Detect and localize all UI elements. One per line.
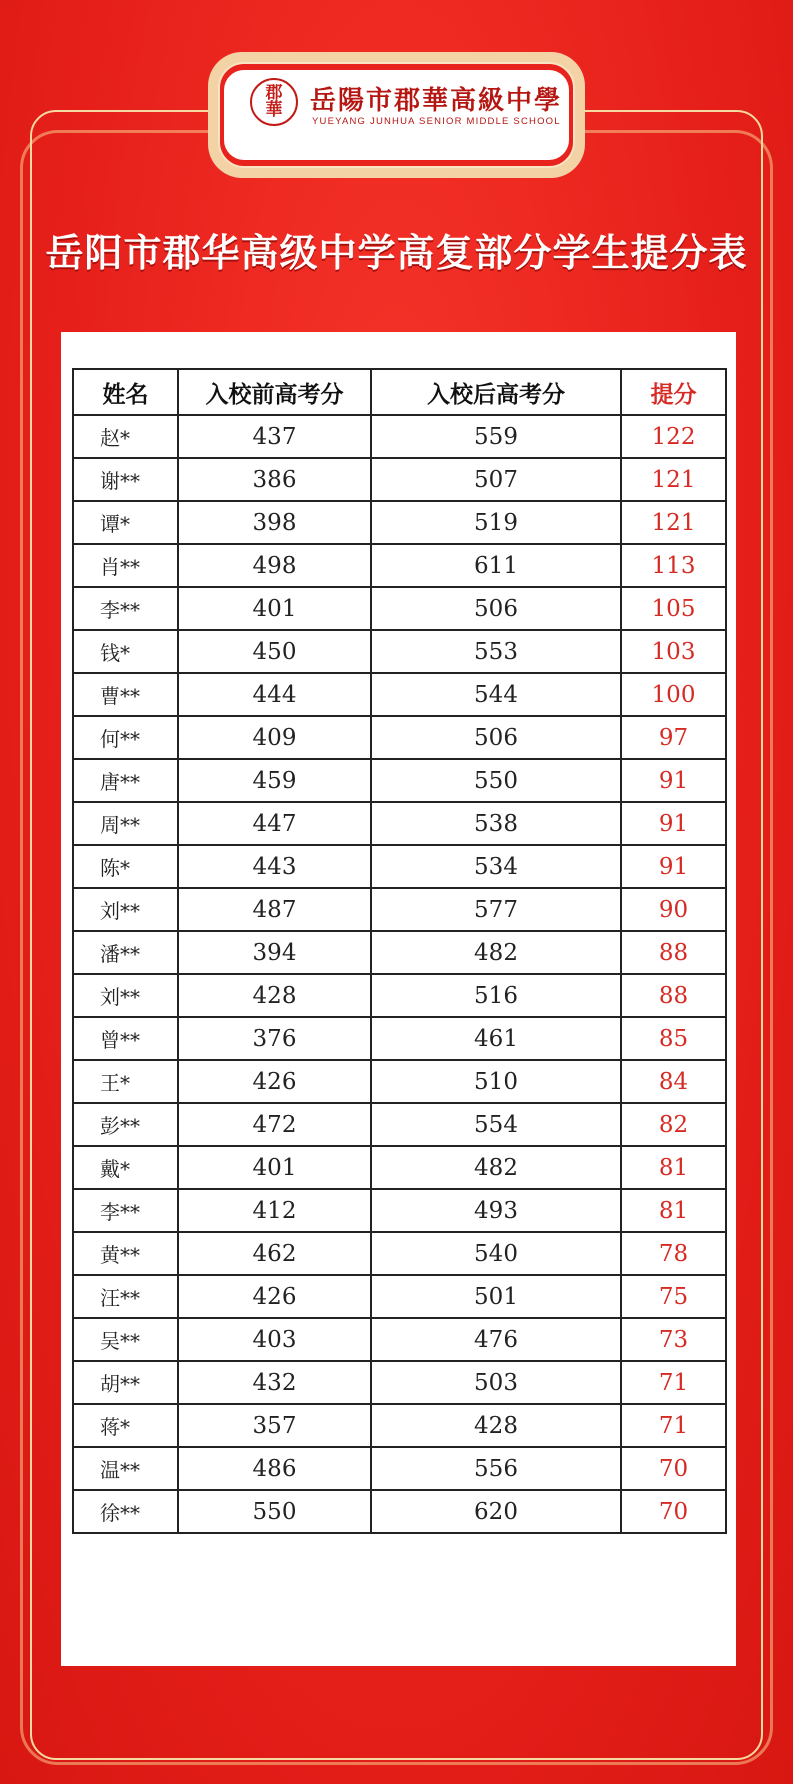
table-row <box>73 888 726 931</box>
before-score-cell: 401 <box>178 587 371 630</box>
after-score-cell: 506 <box>371 716 621 759</box>
before-score-cell: 401 <box>178 1146 371 1189</box>
gain-cell: 78 <box>621 1232 726 1275</box>
name-cell: 胡** <box>73 1361 178 1404</box>
gain-cell: 90 <box>621 888 726 931</box>
before-score-cell: 462 <box>178 1232 371 1275</box>
name-cell: 谭* <box>73 501 178 544</box>
gain-cell: 82 <box>621 1103 726 1146</box>
after-score-cell: 540 <box>371 1232 621 1275</box>
table-row <box>73 415 726 458</box>
before-score-cell: 498 <box>178 544 371 587</box>
name-cell: 李** <box>73 587 178 630</box>
after-score-cell: 611 <box>371 544 621 587</box>
after-score-cell: 519 <box>371 501 621 544</box>
after-score-cell: 559 <box>371 415 621 458</box>
school-name-en: YUEYANG JUNHUA SENIOR MIDDLE SCHOOL <box>312 116 561 127</box>
table-row <box>73 673 726 716</box>
name-cell: 唐** <box>73 759 178 802</box>
after-score-cell: 482 <box>371 931 621 974</box>
gain-cell: 91 <box>621 845 726 888</box>
table-row <box>73 1447 726 1490</box>
before-score-cell: 394 <box>178 931 371 974</box>
score-sheet <box>61 332 736 1666</box>
table-header-row <box>73 369 726 415</box>
gain-cell: 113 <box>621 544 726 587</box>
after-score-cell: 501 <box>371 1275 621 1318</box>
before-score-cell: 428 <box>178 974 371 1017</box>
table-body <box>73 415 726 1533</box>
school-logo <box>250 78 298 126</box>
table-row <box>73 544 726 587</box>
before-score-cell: 376 <box>178 1017 371 1060</box>
before-score-cell: 403 <box>178 1318 371 1361</box>
before-score-cell: 398 <box>178 501 371 544</box>
table-row <box>73 458 726 501</box>
name-cell: 刘** <box>73 888 178 931</box>
before-score-cell: 432 <box>178 1361 371 1404</box>
after-score-cell: 503 <box>371 1361 621 1404</box>
before-score-cell: 443 <box>178 845 371 888</box>
gain-cell: 75 <box>621 1275 726 1318</box>
before-score-cell: 357 <box>178 1404 371 1447</box>
after-score-cell: 510 <box>371 1060 621 1103</box>
gain-cell: 71 <box>621 1361 726 1404</box>
gain-cell: 70 <box>621 1447 726 1490</box>
gain-cell: 88 <box>621 974 726 1017</box>
before-score-cell: 412 <box>178 1189 371 1232</box>
name-cell: 潘** <box>73 931 178 974</box>
name-cell: 蒋* <box>73 1404 178 1447</box>
name-cell: 钱* <box>73 630 178 673</box>
after-score-cell: 461 <box>371 1017 621 1060</box>
gain-cell: 73 <box>621 1318 726 1361</box>
after-score-cell: 554 <box>371 1103 621 1146</box>
before-score-cell: 386 <box>178 458 371 501</box>
after-score-cell: 493 <box>371 1189 621 1232</box>
after-score-cell: 507 <box>371 458 621 501</box>
table-row <box>73 1146 726 1189</box>
gain-cell: 97 <box>621 716 726 759</box>
before-score-cell: 409 <box>178 716 371 759</box>
name-cell: 陈* <box>73 845 178 888</box>
gain-cell: 122 <box>621 415 726 458</box>
table-row <box>73 501 726 544</box>
logo-text: 郡華 <box>265 83 283 120</box>
after-score-cell: 538 <box>371 802 621 845</box>
table-row <box>73 1404 726 1447</box>
page-title: 岳阳市郡华高级中学高复部分学生提分表 <box>45 231 748 275</box>
after-score-cell: 550 <box>371 759 621 802</box>
header-after-score: 入校后高考分 <box>371 369 621 415</box>
table-row <box>73 1232 726 1275</box>
name-cell: 温** <box>73 1447 178 1490</box>
gain-cell: 85 <box>621 1017 726 1060</box>
score-table <box>72 368 727 1534</box>
name-cell: 彭** <box>73 1103 178 1146</box>
header-before-score: 入校前高考分 <box>178 369 371 415</box>
after-score-cell: 534 <box>371 845 621 888</box>
name-cell: 戴* <box>73 1146 178 1189</box>
after-score-cell: 428 <box>371 1404 621 1447</box>
name-cell: 何** <box>73 716 178 759</box>
table-row <box>73 931 726 974</box>
gain-cell: 71 <box>621 1404 726 1447</box>
name-cell: 黄** <box>73 1232 178 1275</box>
header-gain: 提分 <box>621 369 726 415</box>
before-score-cell: 472 <box>178 1103 371 1146</box>
header-name: 姓名 <box>73 369 178 415</box>
gain-cell: 81 <box>621 1146 726 1189</box>
gain-cell: 121 <box>621 501 726 544</box>
table-row <box>73 1060 726 1103</box>
before-score-cell: 459 <box>178 759 371 802</box>
before-score-cell: 444 <box>178 673 371 716</box>
table-row <box>73 1017 726 1060</box>
table-row <box>73 759 726 802</box>
table-row <box>73 630 726 673</box>
table-row <box>73 845 726 888</box>
before-score-cell: 486 <box>178 1447 371 1490</box>
table-row <box>73 1103 726 1146</box>
after-score-cell: 516 <box>371 974 621 1017</box>
before-score-cell: 550 <box>178 1490 371 1533</box>
name-cell: 吴** <box>73 1318 178 1361</box>
after-score-cell: 577 <box>371 888 621 931</box>
name-cell: 刘** <box>73 974 178 1017</box>
gain-cell: 70 <box>621 1490 726 1533</box>
before-score-cell: 426 <box>178 1275 371 1318</box>
name-cell: 王* <box>73 1060 178 1103</box>
name-cell: 肖** <box>73 544 178 587</box>
table-row <box>73 1318 726 1361</box>
name-cell: 徐** <box>73 1490 178 1533</box>
table-row <box>73 802 726 845</box>
name-cell: 赵* <box>73 415 178 458</box>
after-score-cell: 476 <box>371 1318 621 1361</box>
gain-cell: 84 <box>621 1060 726 1103</box>
after-score-cell: 556 <box>371 1447 621 1490</box>
after-score-cell: 544 <box>371 673 621 716</box>
school-name-cn: 岳陽市郡華高級中學 <box>310 86 563 116</box>
after-score-cell: 482 <box>371 1146 621 1189</box>
after-score-cell: 553 <box>371 630 621 673</box>
table-row <box>73 1189 726 1232</box>
after-score-cell: 506 <box>371 587 621 630</box>
gain-cell: 105 <box>621 587 726 630</box>
table-row <box>73 587 726 630</box>
gain-cell: 81 <box>621 1189 726 1232</box>
name-cell: 谢** <box>73 458 178 501</box>
name-cell: 曹** <box>73 673 178 716</box>
name-cell: 曾** <box>73 1017 178 1060</box>
table-row <box>73 974 726 1017</box>
gain-cell: 100 <box>621 673 726 716</box>
name-cell: 李** <box>73 1189 178 1232</box>
gain-cell: 88 <box>621 931 726 974</box>
name-cell: 周** <box>73 802 178 845</box>
gain-cell: 91 <box>621 802 726 845</box>
table-row <box>73 1490 726 1533</box>
table-row <box>73 1361 726 1404</box>
before-score-cell: 447 <box>178 802 371 845</box>
name-cell: 汪** <box>73 1275 178 1318</box>
before-score-cell: 437 <box>178 415 371 458</box>
after-score-cell: 620 <box>371 1490 621 1533</box>
before-score-cell: 487 <box>178 888 371 931</box>
gain-cell: 121 <box>621 458 726 501</box>
before-score-cell: 426 <box>178 1060 371 1103</box>
before-score-cell: 450 <box>178 630 371 673</box>
table-row <box>73 716 726 759</box>
gain-cell: 103 <box>621 630 726 673</box>
table-row <box>73 1275 726 1318</box>
gain-cell: 91 <box>621 759 726 802</box>
